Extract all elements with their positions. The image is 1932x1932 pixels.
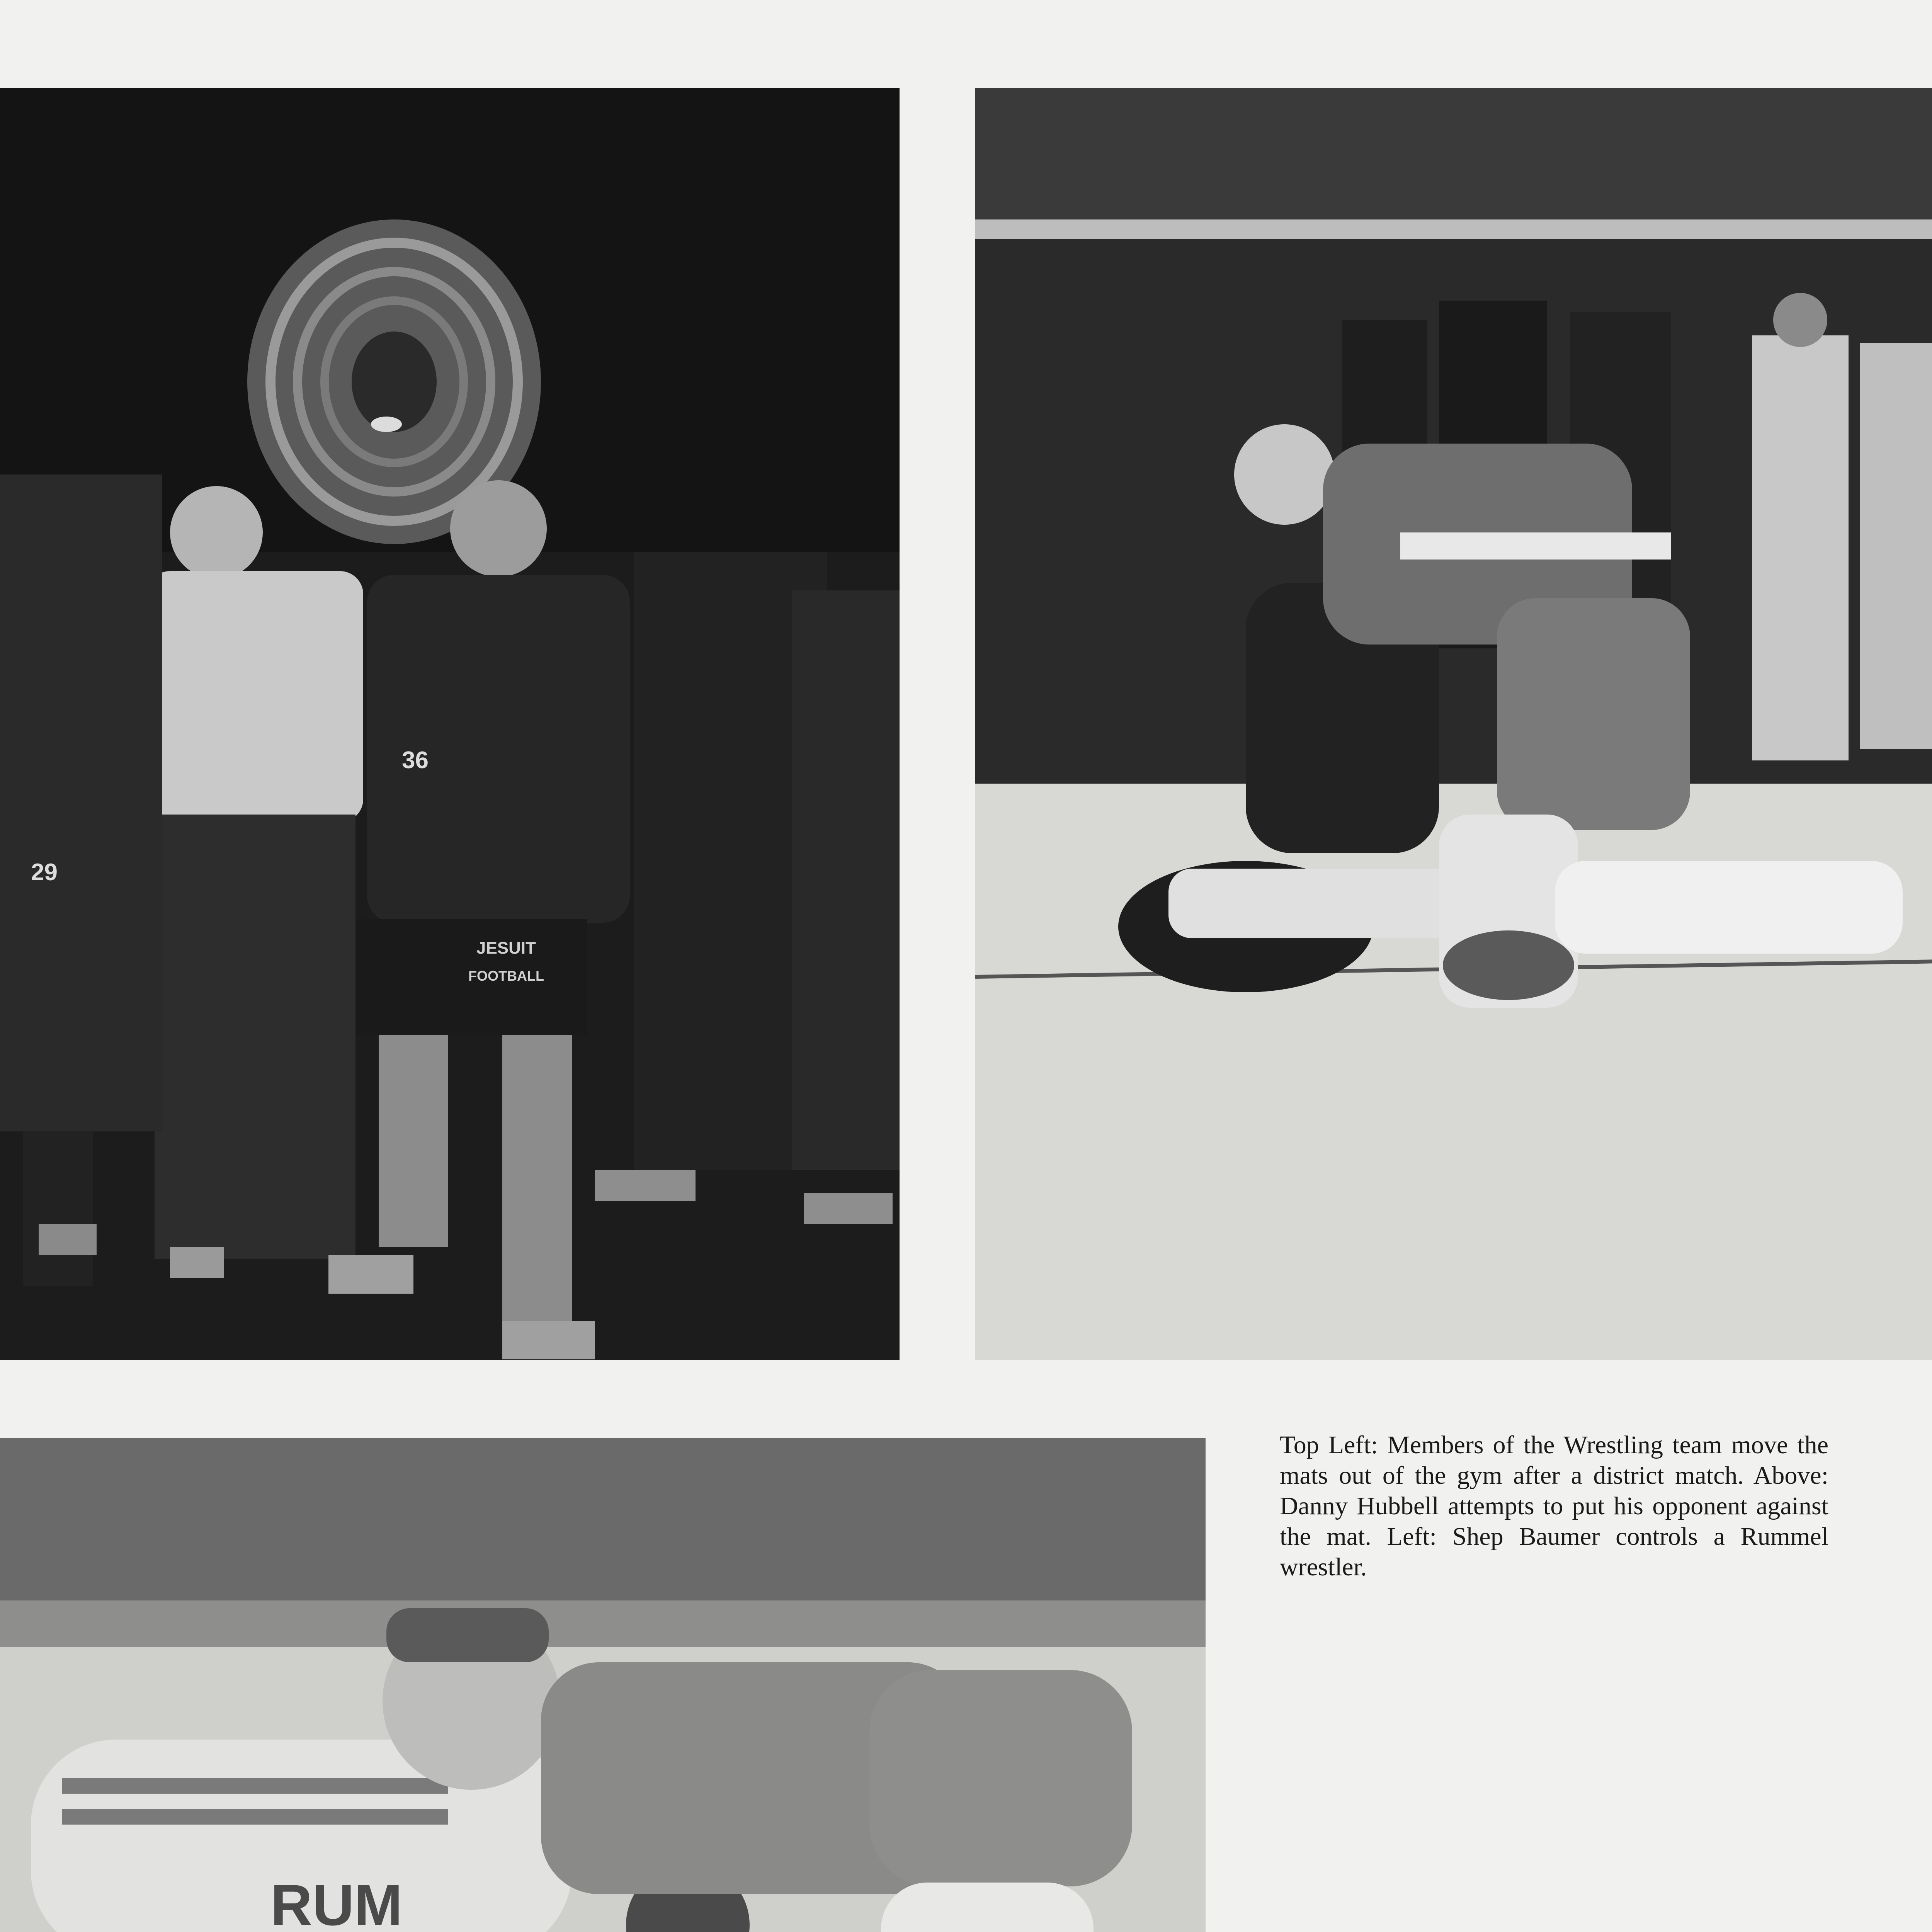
photo-wrestling-match xyxy=(975,88,1932,1360)
person-light-shirt xyxy=(147,486,363,1278)
people-background xyxy=(595,552,900,1224)
photo-mat-carry-image xyxy=(0,88,900,1360)
shorts-text-football: FOOTBALL xyxy=(468,968,544,984)
photo-caption: Top Left: Members of the Wrestling team move the mats out of the gym after a district match. Above: Danny Hubbell attempts to put his opponent against the mat. Left: Shep Baumer controls a Rummel wrestler. xyxy=(1280,1431,1828,1581)
photo-shep-baumer xyxy=(0,1438,1206,1932)
photo-wrestling-match-image xyxy=(975,88,1932,1360)
singlet-text-rummel: RUM xyxy=(270,1872,403,1932)
shirt-number-36: 36 xyxy=(402,747,429,774)
photo-shep-baumer-image xyxy=(0,1438,1206,1932)
photo-mat-carry xyxy=(0,88,900,1360)
shorts-text-jesuit: JESUIT xyxy=(476,939,536,957)
jersey-number-29: 29 xyxy=(31,859,58,886)
